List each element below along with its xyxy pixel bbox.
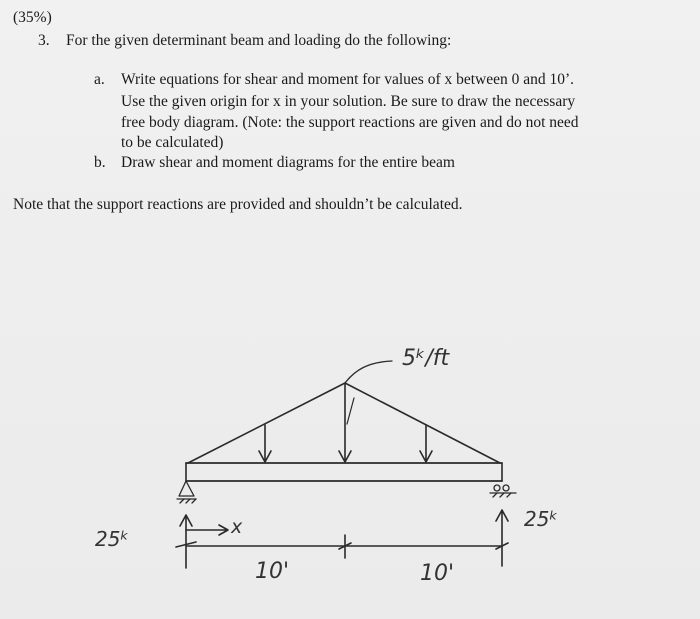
left-reaction-label: 25ᵏ: [95, 527, 129, 551]
roller-support-right: [490, 485, 516, 497]
part-b-marker: b.: [94, 154, 106, 171]
load-leader-line: [345, 361, 392, 383]
right-reaction-label: 25ᵏ: [524, 507, 558, 531]
part-a-line-1: Write equations for shear and moment for values of x between 0 and 10’.: [121, 71, 575, 88]
x-axis-label: x: [231, 516, 243, 538]
distributed-load-label: 5ᵏ/ft: [402, 346, 450, 371]
problem-statement: For the given determinant beam and loading do the following:: [66, 32, 452, 49]
right-reaction-arrow: [496, 510, 508, 566]
part-b-line-1: Draw shear and moment diagrams for the entire beam: [121, 154, 455, 171]
left-span-label: 10': [255, 559, 290, 584]
part-a-line-4: to be calculated): [121, 134, 224, 151]
left-reaction-arrow: [176, 515, 196, 568]
part-a-line-2: Use the given origin for x in your solution. Be sure to draw the necessary: [121, 93, 576, 110]
load-triangle: [188, 383, 500, 463]
part-a-marker: a.: [94, 71, 105, 88]
load-arrows: [259, 383, 432, 462]
pin-support-left: [177, 481, 196, 503]
part-a-line-3: free body diagram. (Note: the support reactions are given and do not need: [121, 114, 579, 131]
beam: [186, 463, 502, 481]
right-span-label: 10': [420, 561, 455, 586]
problem-weight: (35%): [13, 9, 52, 26]
dimension-line: [186, 535, 508, 558]
support-note: Note that the support reactions are provided and shouldn’t be calculated.: [13, 196, 463, 213]
problem-number: 3.: [38, 32, 50, 49]
